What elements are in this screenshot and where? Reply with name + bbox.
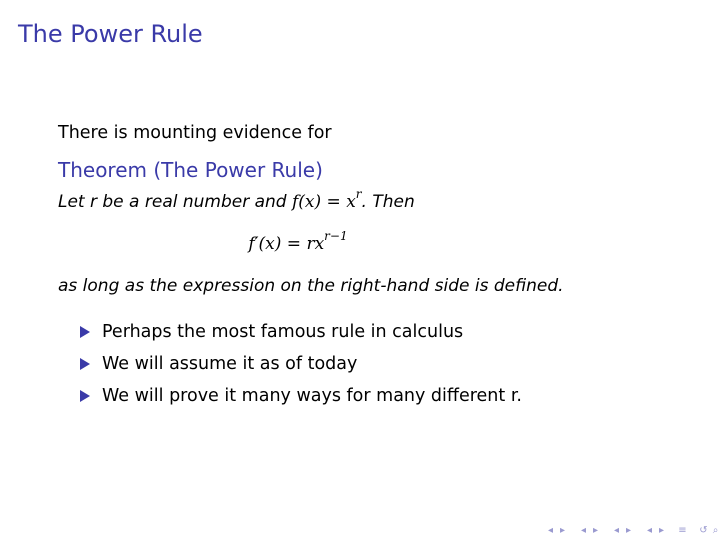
nav-align-icon[interactable]: ≡ [678, 525, 687, 536]
list-item [80, 380, 698, 412]
nav-first-icon[interactable]: ◂ [547, 525, 554, 536]
equation-lhs: f′(x) = rx [248, 234, 325, 254]
list-item [80, 316, 698, 348]
nav-search-icon[interactable]: ⌕ [712, 525, 719, 536]
list-item [80, 348, 698, 380]
nav-frame-prev-icon[interactable]: ◂ [580, 525, 587, 536]
bullet-triangle-icon [80, 358, 90, 370]
nav-prev-icon[interactable]: ▸ [559, 525, 566, 536]
theorem-statement [58, 187, 698, 214]
bullet-text: We will prove it many ways for many different r. [102, 386, 522, 406]
bullet-text: We will assume it as of today [102, 354, 358, 374]
intro-text: There is mounting evidence for [58, 123, 332, 143]
theorem-lead: Let r be a real number and [58, 192, 292, 212]
theorem-then: . Then [361, 192, 415, 212]
equation-exponent: r−1 [324, 229, 348, 244]
nav-subsection-prev-icon[interactable]: ◂ [646, 525, 653, 536]
theorem-formula-exponent: r [355, 187, 362, 202]
nav-undo-icon[interactable]: ↺ [699, 525, 708, 536]
nav-section-prev-icon[interactable]: ◂ [613, 525, 620, 536]
display-equation [58, 230, 538, 258]
slide-content [58, 120, 698, 412]
beamer-navigation-bar [546, 525, 720, 536]
nav-subsection-next-icon[interactable]: ▸ [658, 525, 665, 536]
nav-section-next-icon[interactable]: ▸ [625, 525, 632, 536]
bullet-text: Perhaps the most famous rule in calculus [102, 322, 464, 342]
theorem-formula: f(x) = x [292, 192, 356, 212]
theorem-condition: as long as the expression on the right-hand side is defined. [58, 276, 564, 296]
slide-title: The Power Rule [18, 20, 203, 48]
bullet-triangle-icon [80, 390, 90, 402]
theorem-heading: Theorem (The Power Rule) [58, 158, 323, 182]
nav-frame-next-icon[interactable]: ▸ [592, 525, 599, 536]
bullet-list [80, 316, 698, 412]
bullet-triangle-icon [80, 326, 90, 338]
